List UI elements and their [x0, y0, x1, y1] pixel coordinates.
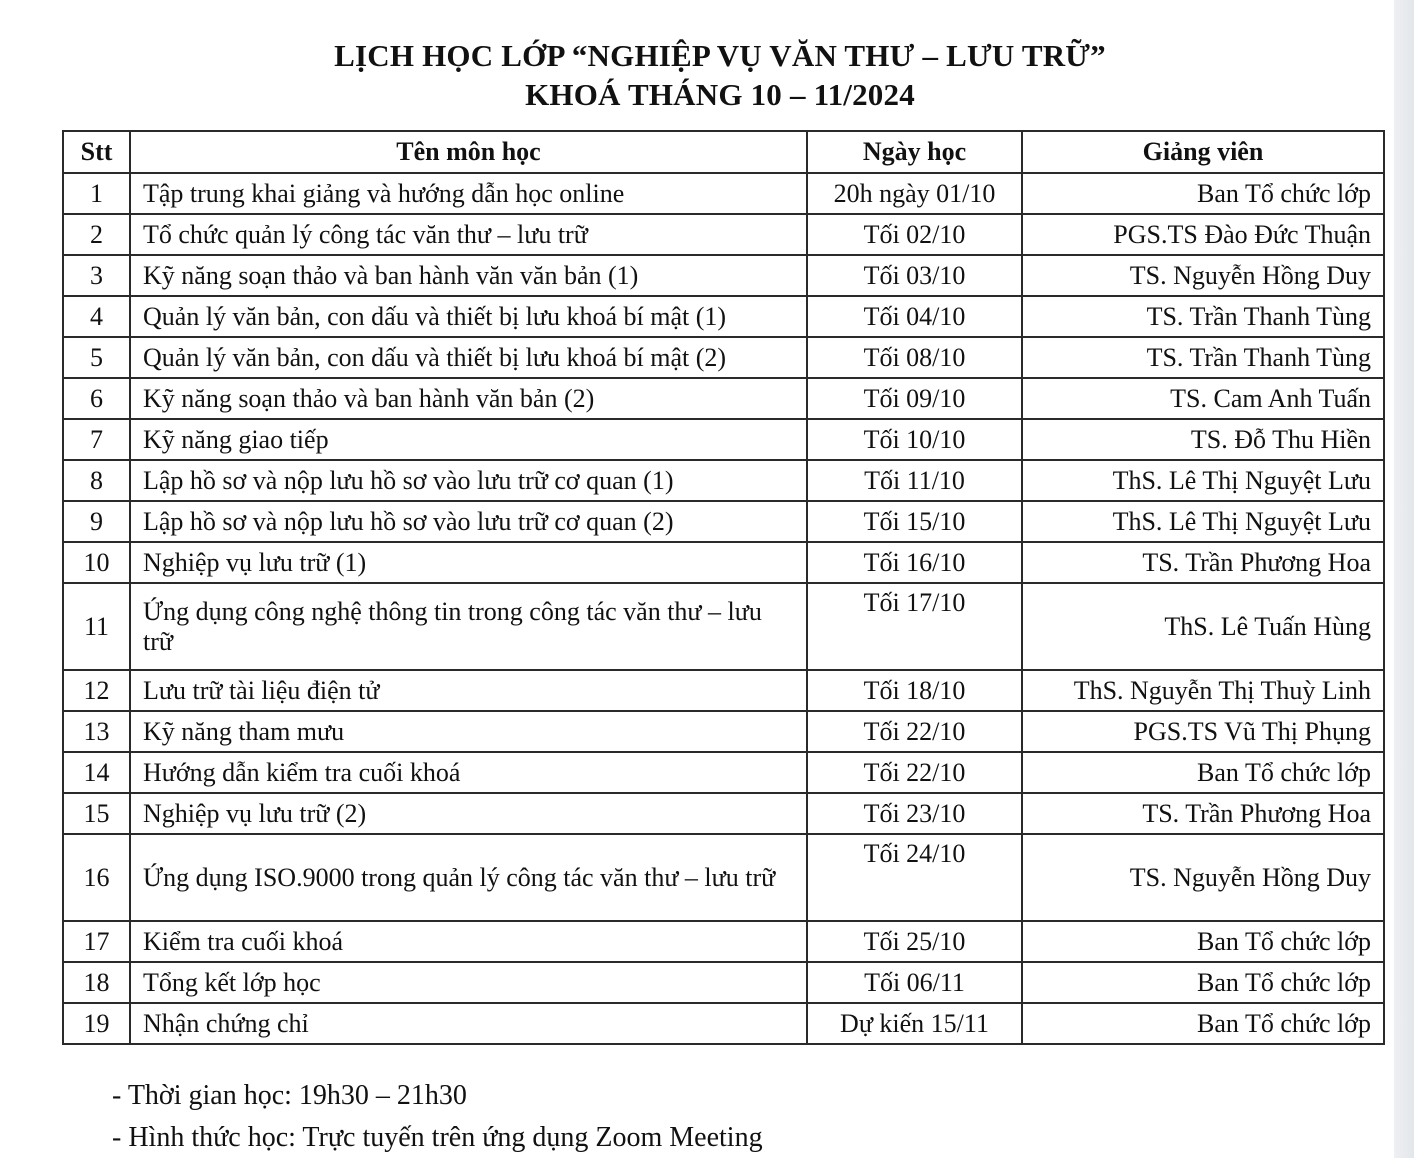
- cell-subject: Quản lý văn bản, con dấu và thiết bị lưu khoá bí mật (1): [130, 296, 807, 337]
- table-row: [63, 296, 1384, 337]
- page-edge: [1394, 0, 1414, 1158]
- table-row: [63, 834, 1384, 921]
- cell-stt: 19: [63, 1003, 130, 1044]
- table-row: [63, 173, 1384, 214]
- cell-stt: 8: [63, 460, 130, 501]
- cell-subject: Hướng dẫn kiểm tra cuối khoá: [130, 752, 807, 793]
- table-row: [63, 670, 1384, 711]
- cell-stt: 1: [63, 173, 130, 214]
- cell-lecturer: Ban Tổ chức lớp: [1022, 1003, 1384, 1044]
- cell-stt: 4: [63, 296, 130, 337]
- table-row: [63, 583, 1384, 670]
- header-stt: Stt: [63, 131, 130, 173]
- cell-lecturer: TS. Trần Thanh Tùng: [1022, 337, 1384, 378]
- cell-date: Tối 15/10: [807, 501, 1022, 542]
- cell-lecturer: TS. Trần Phương Hoa: [1022, 793, 1384, 834]
- cell-subject: Tổ chức quản lý công tác văn thư – lưu trữ: [130, 214, 807, 255]
- cell-stt: 17: [63, 921, 130, 962]
- cell-lecturer: Ban Tổ chức lớp: [1022, 752, 1384, 793]
- cell-date: Tối 22/10: [807, 752, 1022, 793]
- cell-stt: 15: [63, 793, 130, 834]
- cell-date: Tối 25/10: [807, 921, 1022, 962]
- cell-date: Tối 18/10: [807, 670, 1022, 711]
- cell-subject: Nghiệp vụ lưu trữ (2): [130, 793, 807, 834]
- table-row: [63, 214, 1384, 255]
- cell-stt: 9: [63, 501, 130, 542]
- header-date: Ngày học: [807, 131, 1022, 173]
- cell-lecturer: PGS.TS Vũ Thị Phụng: [1022, 711, 1384, 752]
- cell-date: Tối 09/10: [807, 378, 1022, 419]
- cell-subject: Nhận chứng chỉ: [130, 1003, 807, 1044]
- cell-subject: Nghiệp vụ lưu trữ (1): [130, 542, 807, 583]
- cell-subject: Kỹ năng tham mưu: [130, 711, 807, 752]
- table-row: [63, 752, 1384, 793]
- cell-stt: 12: [63, 670, 130, 711]
- table-row: [63, 501, 1384, 542]
- table-row: [63, 419, 1384, 460]
- table-row: [63, 711, 1384, 752]
- cell-lecturer: Ban Tổ chức lớp: [1022, 962, 1384, 1003]
- cell-date: Tối 04/10: [807, 296, 1022, 337]
- document-subtitle: KHOÁ THÁNG 10 – 11/2024: [525, 77, 915, 112]
- cell-lecturer: TS. Cam Anh Tuấn: [1022, 378, 1384, 419]
- note-study-time: - Thời gian học: 19h30 – 21h30: [112, 1080, 467, 1111]
- cell-lecturer: Ban Tổ chức lớp: [1022, 921, 1384, 962]
- cell-stt: 10: [63, 542, 130, 583]
- table-row: [63, 921, 1384, 962]
- cell-subject: Kiểm tra cuối khoá: [130, 921, 807, 962]
- cell-subject: Kỹ năng soạn thảo và ban hành văn văn bản (1): [130, 255, 807, 296]
- cell-date: Tối 02/10: [807, 214, 1022, 255]
- cell-date: Tối 10/10: [807, 419, 1022, 460]
- cell-date: Tối 03/10: [807, 255, 1022, 296]
- cell-subject: Tổng kết lớp học: [130, 962, 807, 1003]
- cell-lecturer: ThS. Lê Thị Nguyệt Lưu: [1022, 460, 1384, 501]
- cell-lecturer: TS. Đỗ Thu Hiền: [1022, 419, 1384, 460]
- cell-lecturer: ThS. Lê Tuấn Hùng: [1022, 583, 1384, 670]
- cell-date: Tối 08/10: [807, 337, 1022, 378]
- cell-date: Tối 11/10: [807, 460, 1022, 501]
- cell-subject: Kỹ năng soạn thảo và ban hành văn bản (2): [130, 378, 807, 419]
- cell-date: Tối 16/10: [807, 542, 1022, 583]
- document-title: LỊCH HỌC LỚP “NGHIỆP VỤ VĂN THƯ – LƯU TRỮ”: [334, 38, 1106, 73]
- table-row: [63, 793, 1384, 834]
- cell-date: Tối 06/11: [807, 962, 1022, 1003]
- cell-subject: Lập hồ sơ và nộp lưu hồ sơ vào lưu trữ cơ quan (2): [130, 501, 807, 542]
- schedule-table: [62, 130, 1385, 1045]
- table-row: [63, 542, 1384, 583]
- cell-subject: Lập hồ sơ và nộp lưu hồ sơ vào lưu trữ cơ quan (1): [130, 460, 807, 501]
- cell-subject: Ứng dụng ISO.9000 trong quản lý công tác văn thư – lưu trữ: [130, 834, 807, 921]
- cell-date: Tối 24/10: [807, 834, 1022, 921]
- cell-date: Dự kiến 15/11: [807, 1003, 1022, 1044]
- cell-date: 20h ngày 01/10: [807, 173, 1022, 214]
- cell-lecturer: TS. Trần Thanh Tùng: [1022, 296, 1384, 337]
- cell-subject: Tập trung khai giảng và hướng dẫn học online: [130, 173, 807, 214]
- cell-lecturer: ThS. Lê Thị Nguyệt Lưu: [1022, 501, 1384, 542]
- table-row: [63, 962, 1384, 1003]
- table-row: [63, 1003, 1384, 1044]
- table-row: [63, 337, 1384, 378]
- cell-date: Tối 22/10: [807, 711, 1022, 752]
- cell-date: Tối 17/10: [807, 583, 1022, 670]
- cell-lecturer: ThS. Nguyễn Thị Thuỳ Linh: [1022, 670, 1384, 711]
- cell-lecturer: TS. Nguyễn Hồng Duy: [1022, 255, 1384, 296]
- note-study-format: - Hình thức học: Trực tuyến trên ứng dụng Zoom Meeting: [112, 1122, 763, 1153]
- cell-stt: 2: [63, 214, 130, 255]
- cell-stt: 5: [63, 337, 130, 378]
- cell-lecturer: PGS.TS Đào Đức Thuận: [1022, 214, 1384, 255]
- cell-stt: 7: [63, 419, 130, 460]
- cell-stt: 11: [63, 583, 130, 670]
- cell-stt: 13: [63, 711, 130, 752]
- table-row: [63, 378, 1384, 419]
- cell-date: Tối 23/10: [807, 793, 1022, 834]
- cell-subject: Quản lý văn bản, con dấu và thiết bị lưu khoá bí mật (2): [130, 337, 807, 378]
- cell-stt: 16: [63, 834, 130, 921]
- cell-lecturer: TS. Nguyễn Hồng Duy: [1022, 834, 1384, 921]
- cell-subject: Lưu trữ tài liệu điện tử: [130, 670, 807, 711]
- cell-stt: 18: [63, 962, 130, 1003]
- header-lecturer: Giảng viên: [1022, 131, 1384, 173]
- table-body: [63, 173, 1384, 1044]
- cell-lecturer: Ban Tổ chức lớp: [1022, 173, 1384, 214]
- table-row: [63, 255, 1384, 296]
- cell-stt: 3: [63, 255, 130, 296]
- cell-subject: Ứng dụng công nghệ thông tin trong công tác văn thư – lưu trữ: [130, 583, 807, 670]
- cell-stt: 14: [63, 752, 130, 793]
- table-header-row: [63, 131, 1384, 173]
- cell-subject: Kỹ năng giao tiếp: [130, 419, 807, 460]
- header-subject: Tên môn học: [130, 131, 807, 173]
- cell-lecturer: TS. Trần Phương Hoa: [1022, 542, 1384, 583]
- cell-stt: 6: [63, 378, 130, 419]
- table-row: [63, 460, 1384, 501]
